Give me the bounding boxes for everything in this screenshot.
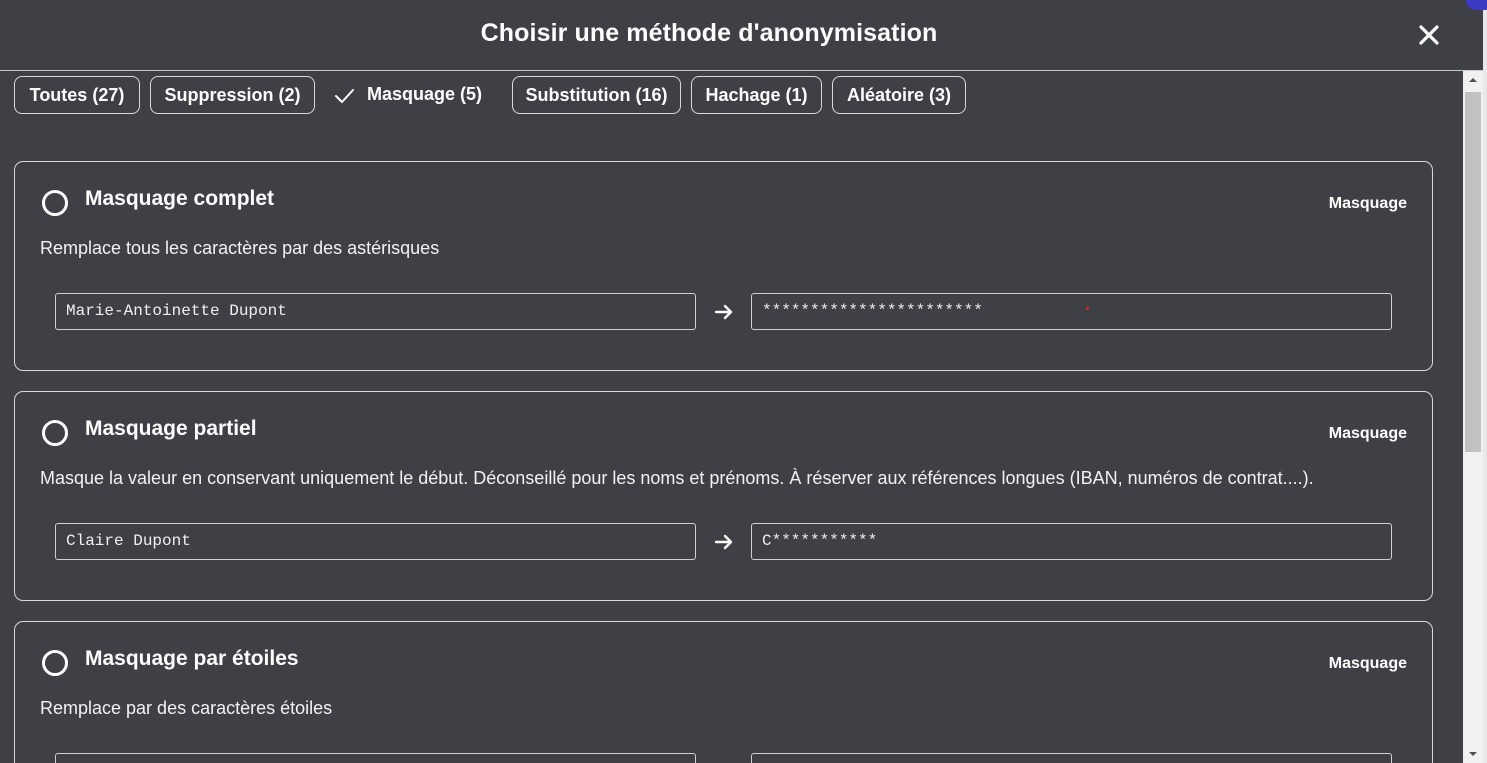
close-icon bbox=[1414, 20, 1444, 50]
method-card-masquage-etoiles[interactable] bbox=[14, 621, 1433, 763]
example-output-field: *********************** bbox=[751, 293, 1392, 330]
method-radio[interactable] bbox=[42, 650, 68, 676]
check-icon bbox=[333, 87, 355, 105]
scroll-down-arrow-icon[interactable] bbox=[1463, 745, 1483, 763]
method-card-masquage-complet[interactable] bbox=[14, 161, 1433, 371]
example-output-field: C*********** bbox=[751, 523, 1392, 560]
method-category-tag: Masquage bbox=[1328, 655, 1407, 672]
method-card-masquage-partiel[interactable] bbox=[14, 391, 1433, 601]
example-output-field bbox=[751, 753, 1392, 763]
method-radio[interactable] bbox=[42, 190, 68, 216]
scroll-up-arrow-icon[interactable] bbox=[1463, 71, 1483, 89]
method-title: Masquage par étoiles bbox=[85, 647, 299, 670]
example-input-field: Marie-Antoinette Dupont bbox=[55, 293, 696, 330]
method-description: Masque la valeur en conservant uniquement le début. Déconseillé pour les noms et prénoms. À réserver aux références longues (IBAN, numéros de contrat....). bbox=[40, 468, 1314, 488]
method-category-tag: Masquage bbox=[1328, 195, 1407, 212]
method-radio[interactable] bbox=[42, 420, 68, 446]
filter-chip-label: Masquage (5) bbox=[367, 84, 483, 104]
method-description: Remplace tous les caractères par des astérisques bbox=[40, 238, 440, 258]
arrow-right-icon bbox=[714, 302, 734, 322]
vertical-scrollbar[interactable] bbox=[1463, 71, 1483, 763]
method-title: Masquage complet bbox=[85, 187, 275, 210]
example-input-field: Claire Dupont bbox=[55, 523, 696, 560]
filter-chip-toutes[interactable]: Toutes (27) bbox=[14, 76, 140, 114]
filter-chip-suppression[interactable]: Suppression (2) bbox=[150, 76, 315, 114]
method-description: Remplace par des caractères étoiles bbox=[40, 698, 333, 718]
background-page-edge bbox=[1483, 0, 1487, 763]
close-button[interactable] bbox=[1414, 20, 1444, 50]
filter-chip-substitution[interactable]: Substitution (16) bbox=[512, 76, 681, 114]
filter-chip-hachage[interactable]: Hachage (1) bbox=[691, 76, 822, 114]
method-category-tag: Masquage bbox=[1328, 425, 1407, 442]
method-title: Masquage partiel bbox=[85, 417, 257, 440]
red-dot-marker bbox=[1086, 307, 1089, 310]
scrollbar-thumb[interactable] bbox=[1465, 92, 1481, 452]
filter-chip-masquage[interactable] bbox=[325, 76, 501, 114]
example-input-field bbox=[55, 753, 696, 763]
arrow-right-icon bbox=[714, 532, 734, 552]
filter-chip-aleatoire[interactable]: Aléatoire (3) bbox=[832, 76, 966, 114]
dialog-title: Choisir une méthode d'anonymisation bbox=[480, 19, 938, 47]
dialog-header bbox=[0, 0, 1483, 71]
